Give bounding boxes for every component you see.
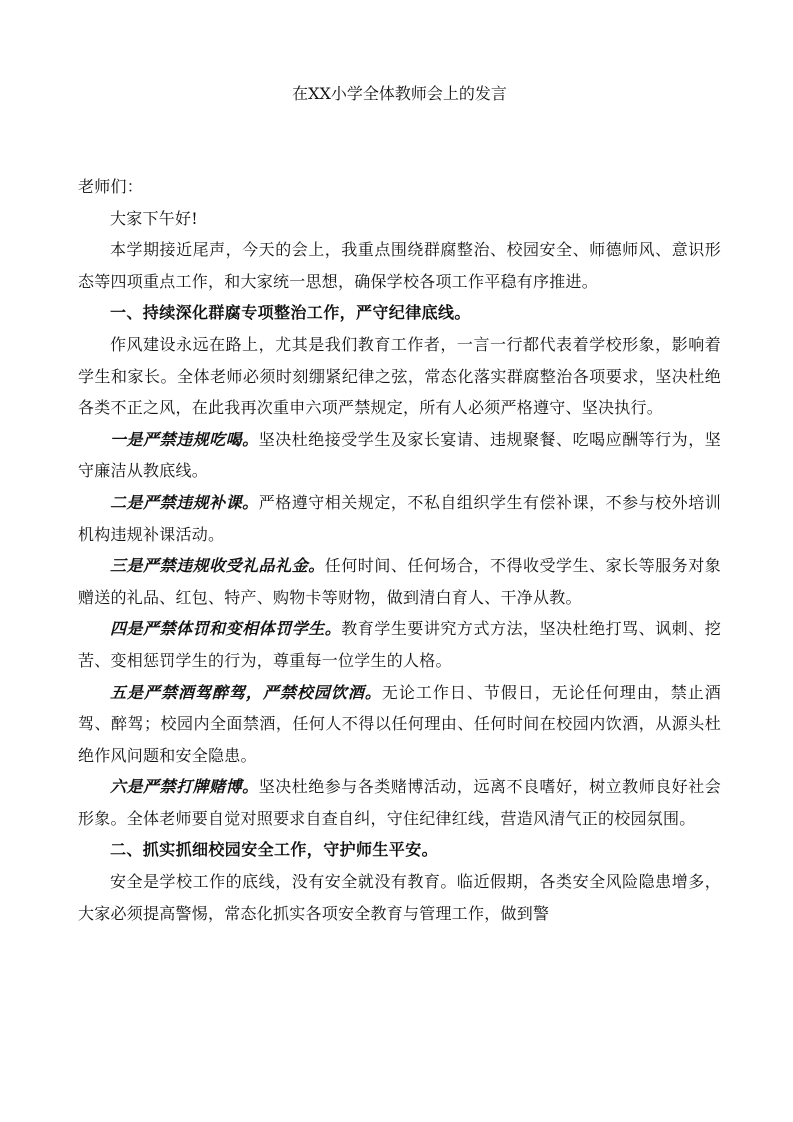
rule-1-lead: 一是严禁违规吃喝。 [110, 429, 259, 449]
rule-1-text: 坚决杜绝接受学生及家长宴请、违规聚餐、吃喝应酬等行为，坚守廉洁从教底线。 [78, 429, 721, 481]
rule-3-lead: 三是严禁违规收受礼品礼金。 [110, 556, 325, 576]
section-1-heading: 一、持续深化群腐专项整治工作，严守纪律底线。 [110, 303, 471, 323]
section-2-heading: 二、抓实抓细校园安全工作，守护师生平安。 [110, 840, 439, 860]
rule-2-text: 严格遵守相关规定，不私自组织学生有偿补课，不参与校外培训机构违规补课活动。 [78, 492, 721, 544]
rule-6-paragraph [78, 771, 721, 834]
rule-4-paragraph [78, 613, 721, 676]
rule-5-paragraph [78, 677, 721, 772]
rule-6-lead: 六是严禁打牌赌博。 [110, 777, 259, 797]
rule-4-text: 教育学生要讲究方式方法，坚决杜绝打骂、讽刺、挖苦、变相惩罚学生的行为，尊重每一位学生的人格。 [78, 619, 721, 670]
document-body [78, 171, 721, 929]
rule-3-paragraph [78, 550, 721, 613]
rule-1-paragraph [78, 424, 721, 487]
rule-4-lead: 四是严禁体罚和变相体罚学生。 [110, 619, 342, 639]
rule-6-text: 坚决杜绝参与各类赌博活动，远离不良嗜好，树立教师良好社会形象。全体老师要自觉对照要求自查自纠，守住纪律红线，营造风清气正的校园氛围。 [78, 777, 721, 828]
rule-3-text: 任何时间、任何场合，不得收受学生、家长等服务对象赠送的礼品、红包、特产、购物卡等财物，做到清白育人、干净从教。 [78, 556, 721, 607]
intro-paragraph: 本学期接近尾声，今天的会上，我重点围绕群腐整治、校园安全、师德师风、意识形态等四项重点工作，和大家统一思想，确保学校各项工作平稳有序推进。 [78, 240, 721, 291]
salutation: 老师们： [78, 177, 144, 196]
document-title: 在XX小学全体教师会上的发言 [292, 84, 507, 103]
rule-5-lead: 五是严禁酒驾醉驾，严禁校园饮酒。 [110, 682, 382, 702]
rule-2-lead: 二是严禁违规补课。 [110, 492, 259, 512]
rule-2-paragraph [78, 487, 721, 550]
section-2-intro-paragraph: 安全是学校工作的底线，没有安全就没有教育。临近假期，各类安全风险隐患增多，大家必须提高警惕，常态化抓实各项安全教育与管理工作，做到警 [78, 872, 721, 923]
greeting: 大家下午好! [110, 208, 198, 228]
rule-5-text: 无论工作日、节假日，无论任何理由，禁止酒驾、醉驾；校园内全面禁酒，任何人不得以任何理由、任何时间在校园内饮酒，从源头杜绝作风问题和安全隐患。 [78, 682, 721, 765]
section-1-intro-paragraph: 作风建设永远在路上，尤其是我们教育工作者，一言一行都代表着学校形象，影响着学生和家长。全体老师必须时刻绷紧纪律之弦，常态化落实群腐整治各项要求，坚决杜绝各类不正之风，在此我再次重申六项严禁规定，所有人必须严格遵守、坚决执行。 [78, 334, 721, 418]
